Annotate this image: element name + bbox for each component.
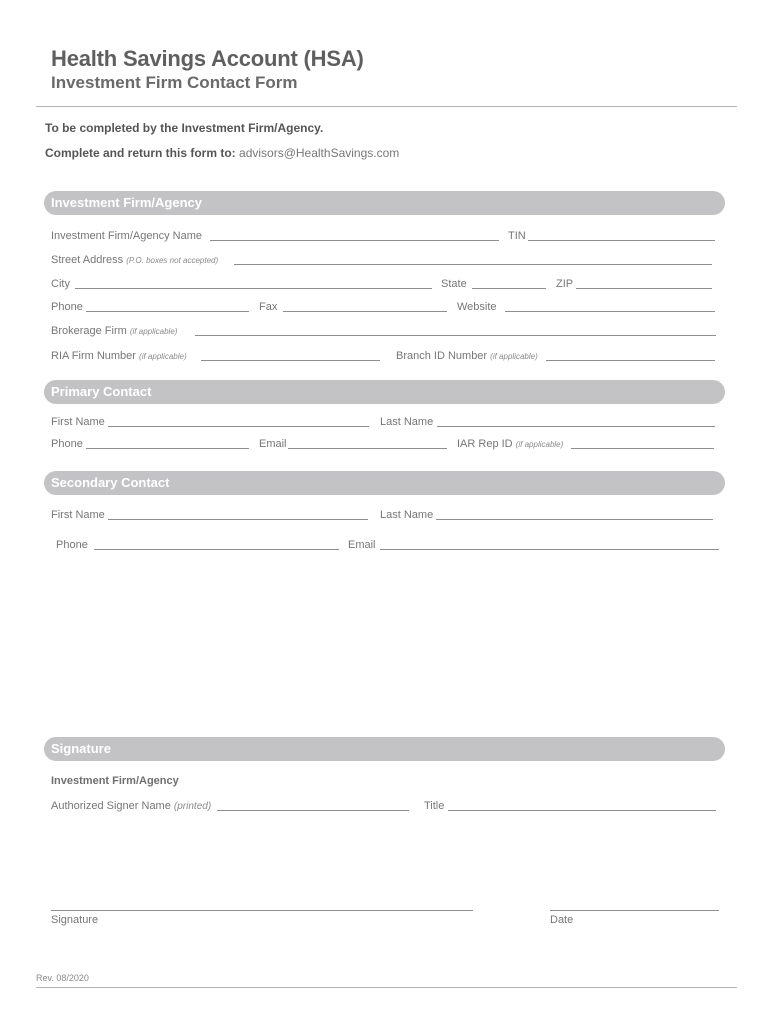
header-divider <box>36 106 737 107</box>
secondary-phone-field[interactable] <box>94 549 339 550</box>
secondary-last-name-field[interactable] <box>436 519 713 520</box>
signature-subheading: Investment Firm/Agency <box>51 775 179 787</box>
secondary-phone-label: Phone <box>56 539 88 551</box>
secondary-last-name-label: Last Name <box>380 509 434 521</box>
secondary-first-name-label: First Name <box>51 509 105 521</box>
iar-rep-id-label <box>457 438 563 450</box>
form-title: Health Savings Account (HSA) <box>51 46 364 71</box>
branch-id-label <box>396 350 538 362</box>
primary-first-name-field[interactable] <box>108 426 369 427</box>
primary-last-name-field[interactable] <box>437 426 715 427</box>
street-address-label-text: Street Address <box>51 254 124 266</box>
primary-email-label: Email <box>259 438 287 450</box>
authorized-signer-note: (printed) <box>173 801 212 812</box>
brokerage-firm-label <box>51 325 177 337</box>
primary-email-field[interactable] <box>288 448 447 449</box>
signature-field[interactable] <box>51 910 473 911</box>
authorized-signer-label <box>51 800 211 812</box>
revision-label: Rev. 08/2020 <box>36 973 89 983</box>
tin-field[interactable] <box>528 240 715 241</box>
section-primary-header: Primary Contact <box>44 380 725 404</box>
street-address-label <box>51 254 218 266</box>
city-label: City <box>51 278 70 290</box>
signer-title-field[interactable] <box>448 810 716 811</box>
signer-title-label: Title <box>424 800 445 812</box>
branch-id-note: (if applicable) <box>490 352 538 361</box>
instruction-prefix: Complete and return this form to: <box>45 146 236 160</box>
brokerage-firm-label-text: Brokerage Firm <box>51 325 127 337</box>
section-firm-header: Investment Firm/Agency <box>44 191 725 215</box>
instruction-line-2 <box>45 146 399 160</box>
primary-phone-label: Phone <box>51 438 83 450</box>
form-subtitle: Investment Firm Contact Form <box>51 73 298 92</box>
ria-firm-number-label-text: RIA Firm Number <box>51 350 136 362</box>
city-field[interactable] <box>75 288 432 289</box>
section-secondary-header: Secondary Contact <box>44 471 725 495</box>
fax-label: Fax <box>259 301 278 313</box>
ria-firm-number-note: (if applicable) <box>139 352 187 361</box>
ria-firm-number-label <box>51 350 187 362</box>
fax-field[interactable] <box>283 311 447 312</box>
iar-rep-id-note: (if applicable) <box>515 440 564 449</box>
state-field[interactable] <box>472 288 546 289</box>
primary-last-name-label: Last Name <box>380 416 434 428</box>
signature-label: Signature <box>51 914 99 926</box>
iar-rep-id-label-text: IAR Rep ID <box>457 438 513 450</box>
secondary-email-field[interactable] <box>380 549 719 550</box>
primary-phone-field[interactable] <box>86 448 249 449</box>
secondary-first-name-field[interactable] <box>108 519 368 520</box>
state-label: State <box>441 278 467 290</box>
brokerage-firm-field[interactable] <box>195 335 716 336</box>
firm-phone-label: Phone <box>51 301 83 313</box>
authorized-signer-label-text: Authorized Signer Name <box>51 800 171 812</box>
authorized-signer-field[interactable] <box>217 810 409 811</box>
zip-label: ZIP <box>556 278 574 290</box>
firm-name-label: Investment Firm/Agency Name <box>51 230 202 242</box>
firm-phone-field[interactable] <box>86 311 249 312</box>
return-email: advisors@HealthSavings.com <box>239 146 400 160</box>
footer-divider <box>36 987 737 988</box>
secondary-email-label: Email <box>348 539 376 551</box>
tin-label: TIN <box>508 230 526 242</box>
primary-first-name-label: First Name <box>51 416 105 428</box>
instruction-line-1: To be completed by the Investment Firm/Agency. <box>45 121 324 135</box>
brokerage-firm-note: (if applicable) <box>129 327 178 336</box>
date-label: Date <box>550 914 574 926</box>
street-address-field[interactable] <box>234 264 712 265</box>
branch-id-field[interactable] <box>546 360 715 361</box>
branch-id-label-text: Branch ID Number <box>396 350 488 362</box>
street-address-note: (P.O. boxes not accepted) <box>126 256 219 265</box>
section-signature-header: Signature <box>44 737 725 761</box>
iar-rep-id-field[interactable] <box>571 448 714 449</box>
website-field[interactable] <box>505 311 715 312</box>
ria-firm-number-field[interactable] <box>201 360 380 361</box>
date-field[interactable] <box>550 910 719 911</box>
website-label: Website <box>457 301 497 313</box>
zip-field[interactable] <box>576 288 712 289</box>
firm-name-field[interactable] <box>210 240 499 241</box>
